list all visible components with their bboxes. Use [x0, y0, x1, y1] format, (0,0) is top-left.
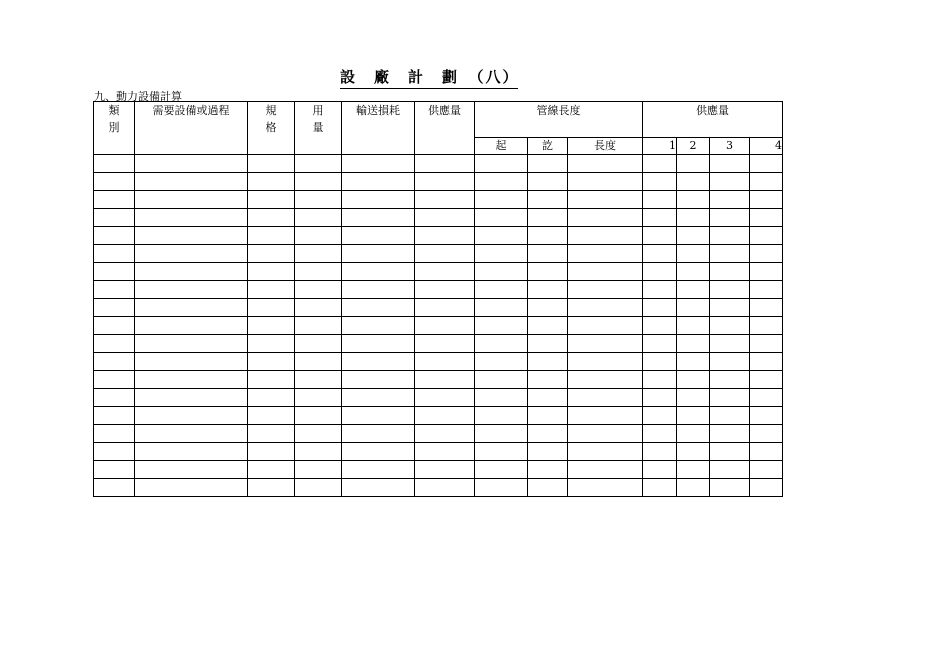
table-cell	[475, 227, 528, 245]
table-cell	[295, 461, 342, 479]
table-cell	[415, 155, 475, 173]
header-pipe-length-label: 管線長度	[536, 104, 581, 117]
power-equipment-table	[93, 101, 783, 497]
table-cell	[710, 425, 750, 443]
table-cell	[342, 461, 415, 479]
table-cell	[750, 443, 783, 461]
table-cell	[643, 443, 677, 461]
header-spec-top: 規	[265, 104, 277, 117]
table-row	[94, 443, 783, 461]
table-cell	[475, 173, 528, 191]
table-cell	[135, 191, 248, 209]
table-cell	[568, 371, 643, 389]
table-cell	[135, 335, 248, 353]
table-cell	[677, 371, 710, 389]
table-cell	[94, 371, 135, 389]
table-cell	[295, 155, 342, 173]
table-cell	[528, 173, 568, 191]
table-cell	[710, 479, 750, 497]
table-cell	[568, 281, 643, 299]
table-cell	[750, 299, 783, 317]
table-cell	[248, 461, 295, 479]
table-cell	[528, 299, 568, 317]
table-cell	[415, 299, 475, 317]
table-cell	[710, 317, 750, 335]
table-row	[94, 191, 783, 209]
table-cell	[528, 389, 568, 407]
table-cell	[475, 353, 528, 371]
header-usage-bottom: 量	[312, 121, 324, 134]
table-cell	[415, 461, 475, 479]
table-cell	[568, 191, 643, 209]
table-cell	[643, 245, 677, 263]
table-cell	[528, 263, 568, 281]
table-cell	[750, 425, 783, 443]
table-cell	[135, 461, 248, 479]
table-row	[94, 299, 783, 317]
table-cell	[342, 389, 415, 407]
table-cell	[643, 191, 677, 209]
table-cell	[248, 245, 295, 263]
table-cell	[568, 155, 643, 173]
header-supply	[415, 102, 475, 155]
table-cell	[710, 353, 750, 371]
table-cell	[295, 299, 342, 317]
table-cell	[342, 407, 415, 425]
table-cell	[528, 317, 568, 335]
table-cell	[415, 281, 475, 299]
table-cell	[750, 371, 783, 389]
table-cell	[295, 227, 342, 245]
document-title: 設 廠 計 劃 （八）	[340, 66, 518, 89]
table-cell	[248, 371, 295, 389]
table-cell	[528, 479, 568, 497]
table-cell	[528, 281, 568, 299]
table-cell	[710, 263, 750, 281]
header-category	[94, 102, 135, 155]
subheader-supply-2: 2	[677, 138, 710, 155]
table-cell	[475, 155, 528, 173]
table-cell	[475, 425, 528, 443]
table-cell	[248, 155, 295, 173]
table-cell	[677, 443, 710, 461]
table-cell	[568, 263, 643, 281]
table-cell	[475, 389, 528, 407]
table-cell	[248, 353, 295, 371]
table-cell	[677, 335, 710, 353]
table-cell	[415, 389, 475, 407]
table-cell	[135, 155, 248, 173]
table-cell	[475, 263, 528, 281]
table-cell	[475, 461, 528, 479]
table-cell	[750, 407, 783, 425]
table-cell	[528, 371, 568, 389]
table-cell	[415, 245, 475, 263]
header-row	[94, 102, 783, 138]
table-cell	[135, 281, 248, 299]
table-cell	[248, 479, 295, 497]
table-cell	[342, 371, 415, 389]
table-cell	[750, 209, 783, 227]
table-cell	[750, 461, 783, 479]
table-row	[94, 479, 783, 497]
table-cell	[750, 389, 783, 407]
table-cell	[710, 173, 750, 191]
table-cell	[295, 443, 342, 461]
table-cell	[750, 245, 783, 263]
table-cell	[94, 263, 135, 281]
table-cell	[342, 245, 415, 263]
table-cell	[710, 209, 750, 227]
table-cell	[677, 317, 710, 335]
table-cell	[643, 371, 677, 389]
table-cell	[750, 479, 783, 497]
table-cell	[135, 317, 248, 335]
table-cell	[643, 389, 677, 407]
table-cell	[750, 353, 783, 371]
table-row	[94, 317, 783, 335]
table-row	[94, 245, 783, 263]
table-cell	[135, 479, 248, 497]
table-cell	[248, 227, 295, 245]
table-cell	[415, 263, 475, 281]
table-row	[94, 461, 783, 479]
table-row	[94, 371, 783, 389]
table-cell	[135, 425, 248, 443]
table-cell	[750, 263, 783, 281]
table-cell	[248, 407, 295, 425]
table-cell	[248, 425, 295, 443]
table-cell	[94, 389, 135, 407]
table-cell	[295, 173, 342, 191]
header-supply-label: 供應量	[428, 104, 461, 117]
table-cell	[643, 353, 677, 371]
table-cell	[94, 245, 135, 263]
table-cell	[94, 227, 135, 245]
table-cell	[750, 173, 783, 191]
table-cell	[710, 335, 750, 353]
table-cell	[677, 479, 710, 497]
table-cell	[342, 173, 415, 191]
table-cell	[94, 191, 135, 209]
table-cell	[135, 371, 248, 389]
table-cell	[415, 425, 475, 443]
table-cell	[295, 371, 342, 389]
table-cell	[710, 299, 750, 317]
table-cell	[415, 353, 475, 371]
table-cell	[677, 173, 710, 191]
header-spec	[248, 102, 295, 155]
table-cell	[643, 227, 677, 245]
table-cell	[475, 281, 528, 299]
header-supply-group-label: 供應量	[696, 104, 729, 117]
table-cell	[677, 407, 710, 425]
table-row	[94, 227, 783, 245]
table-cell	[342, 425, 415, 443]
table-cell	[568, 209, 643, 227]
table-cell	[677, 299, 710, 317]
table-cell	[750, 155, 783, 173]
table-cell	[568, 407, 643, 425]
table-cell	[710, 245, 750, 263]
table-cell	[568, 389, 643, 407]
table-cell	[295, 191, 342, 209]
table-row	[94, 173, 783, 191]
table-cell	[568, 335, 643, 353]
table-cell	[528, 443, 568, 461]
table-cell	[342, 317, 415, 335]
table-cell	[248, 335, 295, 353]
table-cell	[677, 209, 710, 227]
header-equipment-label: 需要設備或過程	[152, 104, 230, 117]
header-pipe-length	[475, 102, 643, 138]
table-cell	[415, 479, 475, 497]
table-cell	[342, 227, 415, 245]
table-cell	[710, 407, 750, 425]
section-heading: 九、動力設備計算	[94, 90, 182, 103]
table-cell	[750, 317, 783, 335]
table-cell	[295, 335, 342, 353]
table-cell	[248, 173, 295, 191]
table-cell	[568, 299, 643, 317]
table-cell	[94, 353, 135, 371]
table-cell	[248, 317, 295, 335]
table-cell	[643, 281, 677, 299]
table-cell	[528, 155, 568, 173]
table-cell	[643, 155, 677, 173]
table-cell	[135, 245, 248, 263]
table-cell	[643, 425, 677, 443]
table-cell	[677, 227, 710, 245]
table-cell	[643, 263, 677, 281]
table-cell	[710, 227, 750, 245]
table-cell	[135, 173, 248, 191]
table-cell	[295, 281, 342, 299]
table-cell	[342, 281, 415, 299]
table-cell	[750, 227, 783, 245]
table-row	[94, 353, 783, 371]
table-cell	[568, 425, 643, 443]
table-cell	[677, 425, 710, 443]
table-cell	[135, 299, 248, 317]
table-cell	[415, 191, 475, 209]
table-cell	[710, 281, 750, 299]
table-cell	[342, 155, 415, 173]
table-cell	[94, 281, 135, 299]
table-cell	[528, 461, 568, 479]
table-cell	[342, 443, 415, 461]
table-cell	[135, 407, 248, 425]
table-row	[94, 389, 783, 407]
table-cell	[415, 371, 475, 389]
table-cell	[643, 173, 677, 191]
table-cell	[295, 389, 342, 407]
table-cell	[415, 335, 475, 353]
table-row	[94, 425, 783, 443]
table-cell	[342, 299, 415, 317]
table-cell	[528, 191, 568, 209]
table-cell	[677, 263, 710, 281]
table-cell	[295, 479, 342, 497]
table-cell	[528, 335, 568, 353]
table-cell	[342, 263, 415, 281]
table-cell	[528, 425, 568, 443]
table-cell	[135, 263, 248, 281]
table-cell	[295, 209, 342, 227]
table-cell	[342, 353, 415, 371]
table-cell	[643, 461, 677, 479]
table-cell	[295, 245, 342, 263]
table-cell	[94, 425, 135, 443]
table-cell	[710, 461, 750, 479]
table-cell	[94, 173, 135, 191]
table-cell	[94, 461, 135, 479]
table-cell	[643, 299, 677, 317]
table-cell	[710, 389, 750, 407]
table-cell	[295, 263, 342, 281]
table-cell	[475, 407, 528, 425]
table-cell	[643, 317, 677, 335]
table-cell	[248, 209, 295, 227]
table-cell	[710, 155, 750, 173]
table-cell	[677, 389, 710, 407]
table-cell	[710, 443, 750, 461]
table-cell	[475, 299, 528, 317]
header-transmission-loss	[342, 102, 415, 155]
table-cell	[677, 245, 710, 263]
table-cell	[677, 191, 710, 209]
table-cell	[94, 443, 135, 461]
table-cell	[135, 389, 248, 407]
table-cell	[135, 353, 248, 371]
table-cell	[342, 479, 415, 497]
table-cell	[475, 209, 528, 227]
table-cell	[94, 335, 135, 353]
table-cell	[568, 317, 643, 335]
table-cell	[342, 191, 415, 209]
header-category-bottom: 別	[108, 121, 120, 134]
table-cell	[342, 335, 415, 353]
header-usage	[295, 102, 342, 155]
table-cell	[295, 317, 342, 335]
table-cell	[528, 245, 568, 263]
table-cell	[94, 479, 135, 497]
table-cell	[475, 317, 528, 335]
table-cell	[135, 443, 248, 461]
table-cell	[568, 245, 643, 263]
header-category-top: 類	[108, 104, 120, 117]
table-cell	[750, 335, 783, 353]
table-cell	[677, 155, 710, 173]
table-cell	[528, 209, 568, 227]
table-cell	[528, 353, 568, 371]
table-cell	[415, 227, 475, 245]
table-row	[94, 407, 783, 425]
table-cell	[248, 443, 295, 461]
table-cell	[248, 389, 295, 407]
table-cell	[568, 479, 643, 497]
table-cell	[528, 227, 568, 245]
table-row	[94, 263, 783, 281]
table-cell	[750, 281, 783, 299]
header-equipment	[135, 102, 248, 155]
table-cell	[475, 443, 528, 461]
table-cell	[415, 317, 475, 335]
table-cell	[94, 317, 135, 335]
table-cell	[475, 335, 528, 353]
table-cell	[135, 227, 248, 245]
table-cell	[643, 335, 677, 353]
table-cell	[415, 173, 475, 191]
table-cell	[94, 407, 135, 425]
table-cell	[248, 299, 295, 317]
subheader-start: 起	[475, 138, 528, 155]
subheader-supply-3: 3	[710, 138, 750, 155]
table-cell	[248, 281, 295, 299]
table-cell	[475, 191, 528, 209]
table-cell	[568, 461, 643, 479]
table-cell	[295, 353, 342, 371]
header-supply-group	[643, 102, 783, 138]
table-cell	[750, 191, 783, 209]
table-cell	[568, 227, 643, 245]
table-cell	[94, 209, 135, 227]
header-transmission-loss-label: 輸送損耗	[356, 104, 400, 117]
table-cell	[710, 191, 750, 209]
table-cell	[677, 461, 710, 479]
table-cell	[415, 209, 475, 227]
table-cell	[643, 209, 677, 227]
header-usage-top: 用	[312, 104, 324, 117]
table-cell	[677, 353, 710, 371]
table-cell	[643, 407, 677, 425]
table-cell	[415, 407, 475, 425]
subheader-length: 長度	[568, 138, 643, 155]
table-cell	[528, 407, 568, 425]
table-cell	[475, 479, 528, 497]
table-cell	[643, 479, 677, 497]
table-row	[94, 335, 783, 353]
table-cell	[710, 371, 750, 389]
table-cell	[94, 299, 135, 317]
table-row	[94, 209, 783, 227]
table-cell	[135, 209, 248, 227]
table-cell	[295, 407, 342, 425]
table-cell	[342, 209, 415, 227]
header-spec-bottom: 格	[265, 121, 277, 134]
table-cell	[475, 371, 528, 389]
table-cell	[248, 263, 295, 281]
subheader-supply-4: 4	[750, 138, 783, 155]
subheader-supply-1: 1	[643, 138, 677, 155]
subheader-end: 訖	[528, 138, 568, 155]
table-cell	[475, 245, 528, 263]
table-cell	[415, 443, 475, 461]
table-cell	[248, 191, 295, 209]
table-cell	[94, 155, 135, 173]
table-row	[94, 155, 783, 173]
table-row	[94, 281, 783, 299]
table-cell	[568, 353, 643, 371]
table-cell	[568, 443, 643, 461]
table-cell	[295, 425, 342, 443]
table-cell	[568, 173, 643, 191]
table-cell	[677, 281, 710, 299]
